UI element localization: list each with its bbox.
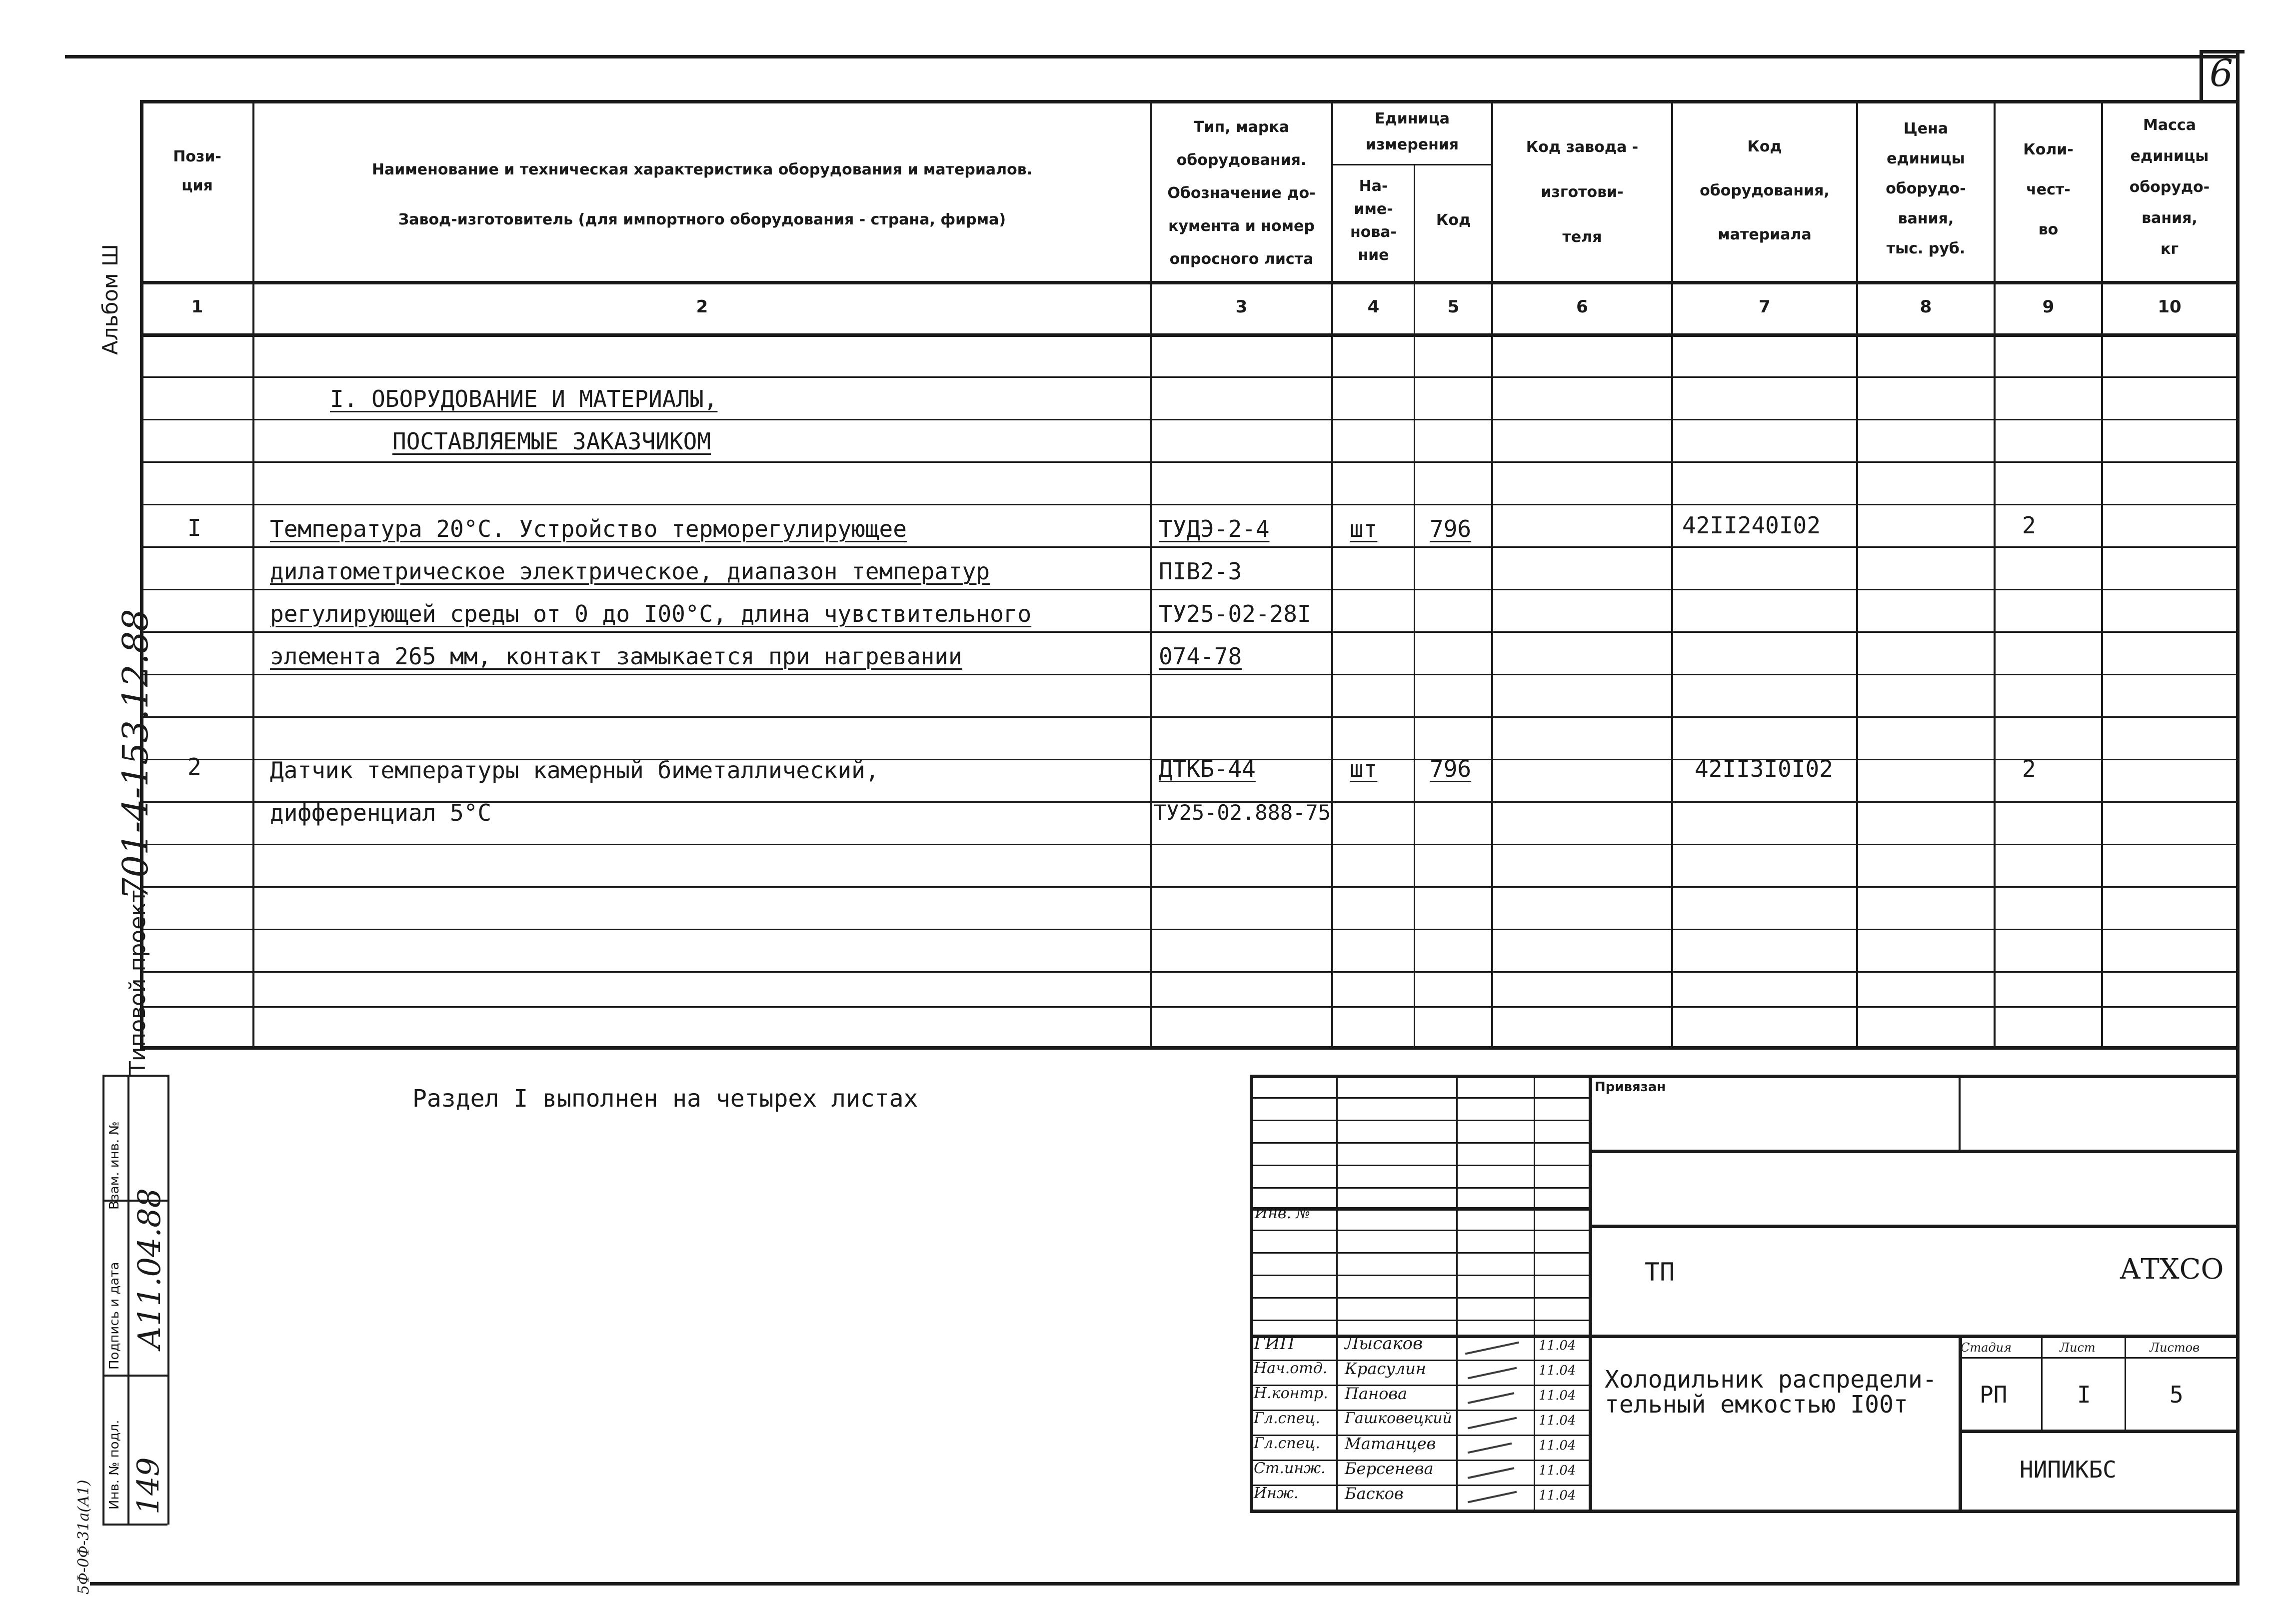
tb-inv-no-label: Инв. № — [1255, 1205, 1310, 1222]
side-stamp-div-2 — [102, 1375, 167, 1377]
signature-mark — [1468, 1367, 1517, 1380]
tb-stage-label: Стадия — [1961, 1341, 2012, 1355]
row-line — [140, 971, 2236, 973]
header-equipment-code: Код оборудования, материала — [1700, 138, 1830, 243]
tb-row — [1250, 1297, 1589, 1299]
signature-mark — [1468, 1491, 1517, 1504]
signature-mark — [1468, 1467, 1515, 1479]
signature-mark — [1465, 1342, 1519, 1355]
item-2-desc-line: дифференциал 5°С — [270, 799, 492, 826]
item-2-type-line: ТУ25-02.888-75 — [1154, 800, 1331, 825]
tb-row — [1250, 1142, 1589, 1144]
tb-date: 11.04 — [1539, 1388, 1576, 1403]
tb-col-main — [1589, 1075, 1592, 1510]
tb-role: Инж. — [1254, 1485, 1299, 1502]
table-top-line — [140, 100, 2240, 103]
tb-date: 11.04 — [1539, 1488, 1576, 1503]
tb-role: Гл.спец. — [1254, 1410, 1320, 1427]
row-line — [140, 674, 2236, 675]
tb-date: 11.04 — [1539, 1363, 1576, 1378]
tb-sheets-label: Листов — [2150, 1341, 2200, 1355]
header-unit-name: На- име- нова- ние — [1350, 177, 1397, 264]
side-stamp-bottom — [102, 1524, 167, 1526]
tb-name: Панова — [1345, 1384, 1408, 1403]
section-note: Раздел I выполнен на четырех листах — [412, 1085, 918, 1113]
col-number: 5 — [1447, 297, 1460, 317]
tb-row — [1250, 1230, 1589, 1231]
item-1-type-line: ПIВ2-3 — [1159, 558, 1242, 585]
tb-linked-divider — [1959, 1075, 1961, 1150]
signature-mark — [1468, 1417, 1517, 1430]
item-2-unit-code: 796 — [1430, 755, 1472, 782]
project-label: Типовой проект — [125, 890, 150, 1075]
col-number: 3 — [1235, 297, 1248, 317]
tb-name: Лысаков — [1345, 1334, 1423, 1354]
tb-date: 11.04 — [1539, 1463, 1576, 1478]
header-price: Цена единицы оборудо- вания, тыс. руб. — [1886, 120, 1966, 257]
signature-mark — [1468, 1443, 1512, 1454]
signature-mark — [1468, 1392, 1515, 1404]
tb-row — [1250, 1187, 1589, 1189]
item-1-desc-line: Температура 20°С. Устройство терморегулирующее — [270, 515, 907, 542]
side-inv-no: 149 — [131, 1457, 166, 1515]
item-1-desc-line: регулирующей среды от 0 до I00°С, длина чувствительного — [270, 600, 1032, 627]
item-1-equipment-code: 42II240I02 — [1682, 512, 1821, 539]
side-field-sign-date: Подпись и дата — [107, 1262, 122, 1370]
item-1-type-line: ТУ25-02-28I — [1159, 600, 1311, 627]
item-1-position: I — [187, 514, 201, 541]
item-2-desc-line: Датчик температуры камерный биметаллический, — [270, 757, 879, 784]
tb-name: Басков — [1345, 1484, 1404, 1503]
table-right-line — [2236, 50, 2240, 1585]
tb-name: Матанцев — [1345, 1434, 1436, 1453]
top-border-line — [65, 55, 2240, 58]
col-number: 8 — [1920, 297, 1932, 317]
table-body-bottom — [140, 1046, 2236, 1050]
project-code: 701-4-153.12.88 — [115, 609, 156, 900]
tb-role: ГИП — [1254, 1334, 1295, 1354]
tb-name: Берсенева — [1345, 1459, 1434, 1478]
side-stamp-div-1 — [102, 1200, 167, 1202]
tb-col-sign — [1534, 1075, 1535, 1510]
item-2-unit: шт — [1350, 755, 1378, 782]
item-1-desc-line: элемента 265 мм, контакт замыкается при нагревании — [270, 643, 962, 670]
col-number: 7 — [1759, 297, 1771, 317]
col-number: 10 — [2158, 297, 2182, 317]
tb-row — [1250, 1252, 1589, 1254]
tb-title-line-2: тельный емкостью I00т — [1605, 1391, 1908, 1419]
title-block-left — [1250, 1075, 1253, 1511]
tb-date: 11.04 — [1539, 1338, 1576, 1353]
row-line — [140, 546, 2236, 548]
header-mass: Масса единицы оборудо- вания, кг — [2129, 116, 2210, 258]
title-block-top — [1250, 1075, 2236, 1078]
col-number: 1 — [191, 297, 203, 317]
col-number: 9 — [2042, 297, 2055, 317]
tb-role: Гл.спец. — [1254, 1435, 1320, 1452]
item-1-unit: шт — [1350, 515, 1378, 542]
row-line — [140, 504, 2236, 505]
tb-date: 11.04 — [1539, 1413, 1576, 1428]
album-label: Альбом Ш — [98, 244, 122, 355]
col-number: 4 — [1367, 297, 1380, 317]
section-title-line-1: I. ОБОРУДОВАНИЕ И МАТЕРИАЛЫ, — [330, 385, 718, 412]
tb-linked-bottom — [1589, 1150, 2236, 1153]
header-name: Наименование и техническая характеристика оборудования и материалов. Завод-изготовитель (для импортного оборудования - страна, фирма) — [371, 161, 1033, 228]
side-stamp-top — [102, 1075, 167, 1077]
header-bottom-line — [140, 281, 2240, 284]
col-number: 2 — [696, 297, 708, 317]
format-mark: 5Ф-0Ф-31a(А1) — [75, 1480, 92, 1595]
row-line — [140, 631, 2236, 633]
item-1-quantity: 2 — [2022, 512, 2036, 539]
item-1-unit-code: 796 — [1430, 515, 1472, 542]
header-type: Тип, марка оборудования. Обозначение до- кумента и номер опросного листа — [1167, 118, 1316, 268]
tb-document-code: АТХСО — [2120, 1253, 2224, 1286]
side-stamp-line-outer — [102, 1075, 104, 1525]
tb-col-name — [1456, 1075, 1458, 1510]
side-field-inv-podl: Инв. № подл. — [107, 1420, 122, 1510]
row-line — [140, 886, 2236, 888]
row-line — [140, 716, 2236, 718]
row-line — [140, 376, 2236, 378]
page-number-box-left — [2200, 50, 2203, 100]
row-line — [140, 929, 2236, 930]
tb-sheet-value: I — [2077, 1381, 2091, 1408]
tb-sheet-label: Лист — [2060, 1341, 2096, 1355]
tb-role: Нач.отд. — [1254, 1360, 1328, 1377]
col-number: 6 — [1576, 297, 1588, 317]
item-2-quantity: 2 — [2022, 755, 2036, 782]
item-1-desc-line: дилатометрическое электрическое, диапазон температур — [270, 558, 990, 585]
tb-date: 11.04 — [1539, 1438, 1576, 1453]
bottom-border-line — [90, 1582, 2240, 1586]
tb-code-bottom — [1589, 1335, 2236, 1338]
row-line — [140, 589, 2236, 590]
tb-col-role — [1336, 1075, 1338, 1510]
header-quantity: Коли- чест- во — [2023, 141, 2074, 238]
tb-role: Ст.инж. — [1254, 1460, 1326, 1477]
tb-sheets-value: 5 — [2170, 1381, 2184, 1408]
col-line-4 — [1414, 164, 1415, 1047]
tb-row — [1250, 1320, 1589, 1321]
table-left-line — [140, 100, 143, 1050]
tb-stage-col-2 — [2125, 1335, 2126, 1430]
tb-stage-value: РП — [1980, 1381, 2008, 1408]
tb-row — [1250, 1275, 1589, 1276]
item-2-equipment-code: 42II3I0I02 — [1695, 755, 1833, 782]
header-unit-group: Единица измерения — [1365, 110, 1459, 153]
item-1-type-line: ТУДЭ-2-4 — [1159, 515, 1270, 542]
title-block-bottom — [1250, 1510, 2236, 1513]
tb-name: Красулин — [1345, 1359, 1426, 1378]
header-position: Пози- ция — [173, 148, 221, 194]
item-2-position: 2 — [187, 753, 201, 780]
tb-linked-label: Привязан — [1595, 1080, 1666, 1095]
item-2-type-line: ДТКБ-44 — [1159, 755, 1256, 782]
tb-organization: НИПИКБС — [2020, 1456, 2117, 1483]
header-factory-code: Код завода - изготови- теля — [1526, 138, 1639, 246]
page-number: 6 — [2210, 52, 2234, 95]
row-line — [140, 461, 2236, 463]
tb-role: Н.контр. — [1254, 1385, 1328, 1402]
header-unit-code: Код — [1436, 211, 1471, 229]
row-line — [140, 419, 2236, 420]
side-stamp-line-mid — [127, 1075, 129, 1525]
side-field-vzam: Взам. инв. № — [107, 1121, 122, 1210]
tb-row — [1250, 1120, 1589, 1121]
tb-stage-col-1 — [2041, 1335, 2043, 1430]
tb-tp: ТП — [1645, 1258, 1675, 1287]
tb-row — [1250, 1097, 1589, 1099]
side-sign-date: А11.04.88 — [131, 1188, 167, 1350]
tb-name: Гашковецкий — [1345, 1410, 1452, 1427]
colnum-bottom-line — [140, 333, 2240, 337]
tb-stage-bottom — [1959, 1430, 2236, 1433]
row-line — [140, 1006, 2236, 1008]
tb-code-top — [1589, 1225, 2236, 1228]
tb-title-line-1: Холодильник распредели- — [1605, 1366, 1937, 1394]
item-1-type-line: 074-78 — [1159, 643, 1242, 670]
tb-title-divider — [1959, 1335, 1962, 1510]
tb-row — [1250, 1165, 1589, 1166]
unit-group-divider — [1331, 164, 1491, 165]
row-line — [140, 844, 2236, 845]
section-title-line-2: ПОСТАВЛЯЕМЫЕ ЗАКАЗЧИКОМ — [392, 428, 711, 455]
side-stamp-line-inner — [167, 1075, 169, 1525]
tb-row — [1250, 1485, 1589, 1486]
